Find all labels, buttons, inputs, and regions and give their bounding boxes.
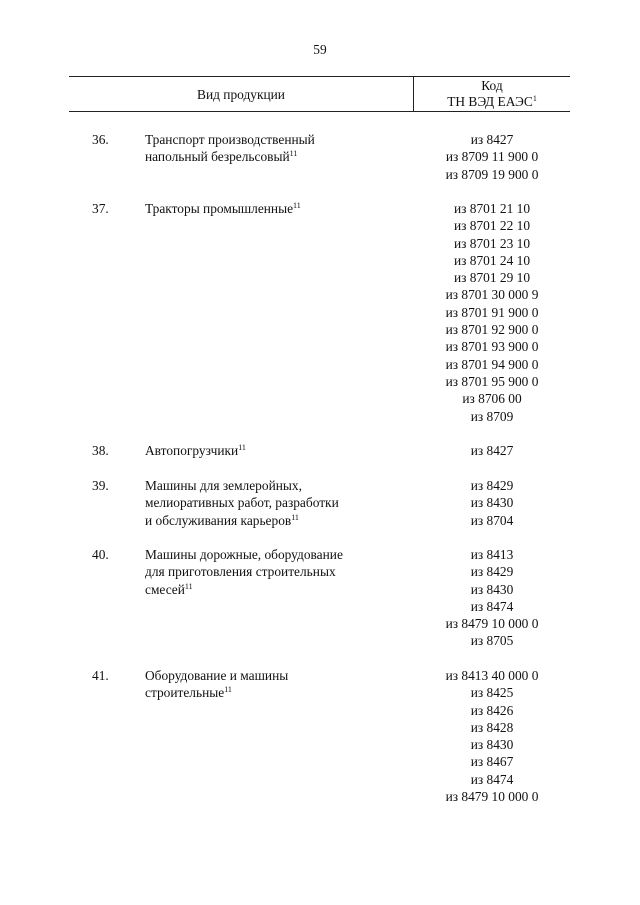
product-name [145, 667, 395, 702]
product-name-line [145, 667, 395, 684]
column-header-code-text: ТН ВЭД ЕАЭС [447, 94, 533, 109]
product-name-line [145, 563, 395, 580]
tn-ved-code: из 8413 [470, 547, 514, 562]
code-list [414, 131, 570, 183]
column-header-product: Вид продукции [197, 87, 285, 102]
tn-ved-code: из 8701 24 10 [453, 252, 531, 268]
footnote-marker: 1 [532, 94, 537, 103]
product-name-text: мелиоративных работ, разработки [145, 495, 339, 511]
footnote-marker: 11 [238, 443, 246, 452]
code-list [414, 442, 570, 459]
product-name-line [145, 684, 395, 701]
tn-ved-code: из 8701 29 10 [453, 270, 531, 286]
tn-ved-code: из 8701 30 000 9 [445, 287, 539, 303]
tn-ved-code: из 8479 10 000 0 [445, 616, 539, 632]
product-name-text: Автопогрузчики [145, 443, 239, 458]
column-header-code-line2 [414, 94, 570, 110]
tn-ved-code: из 8701 94 900 0 [445, 356, 539, 372]
tn-ved-code: из 8709 19 900 0 [445, 166, 539, 182]
product-name-text: и обслуживания карьеров [145, 512, 292, 528]
tn-ved-code: из 8429 [470, 478, 514, 493]
tn-ved-code: из 8474 [470, 598, 514, 614]
tn-ved-code: из 8701 91 900 0 [445, 304, 539, 320]
column-header-code-line1: Код [481, 78, 503, 93]
row-number: 41. [92, 668, 109, 683]
product-name [145, 442, 395, 459]
product-name-line [145, 477, 395, 494]
row-number: 38. [92, 443, 109, 458]
product-name-line [145, 494, 395, 511]
tn-ved-code: из 8701 92 900 0 [445, 322, 539, 338]
tn-ved-code: из 8430 [470, 581, 514, 597]
product-name-line [145, 546, 395, 563]
product-name-text: смесей [145, 581, 185, 597]
tn-ved-code: из 8426 [470, 702, 514, 718]
column-header-code [414, 78, 570, 110]
product-name [145, 131, 395, 166]
footnote-marker: 11 [184, 581, 193, 591]
tn-ved-code: из 8701 22 10 [453, 218, 531, 234]
tn-ved-code: из 8706 00 [462, 391, 522, 407]
product-name-line [145, 148, 395, 165]
product-name-line [145, 442, 395, 459]
tn-ved-code: из 8701 21 10 [453, 201, 531, 216]
tn-ved-code: из 8701 95 900 0 [445, 373, 539, 389]
tn-ved-code: из 8428 [470, 719, 514, 735]
product-name-line [145, 581, 395, 598]
product-name-text: строительные [145, 685, 225, 701]
table-header-bottom-rule [69, 111, 570, 112]
tn-ved-code: из 8429 [470, 564, 514, 580]
tn-ved-code: из 8705 [470, 633, 514, 649]
table-top-rule [69, 76, 570, 77]
footnote-marker: 11 [224, 685, 232, 695]
page-number: 59 [313, 42, 327, 57]
row-number: 36. [92, 132, 109, 147]
tn-ved-code: из 8425 [470, 685, 514, 701]
tn-ved-code: из 8427 [470, 443, 514, 458]
code-list [414, 200, 570, 425]
tn-ved-code: из 8430 [470, 737, 514, 753]
footnote-marker: 11 [293, 201, 301, 210]
tn-ved-code: из 8427 [470, 132, 514, 147]
product-name [145, 546, 395, 598]
product-name-line [145, 512, 395, 529]
tn-ved-code: из 8413 40 000 0 [445, 668, 539, 683]
product-name-line [145, 200, 395, 217]
tn-ved-code: из 8467 [470, 754, 514, 770]
row-number: 40. [92, 547, 109, 562]
row-number: 37. [92, 201, 109, 216]
footnote-marker: 11 [291, 512, 299, 522]
product-name-text: для приготовления строительных [145, 564, 336, 580]
product-name-text: Транспорт производственный [145, 132, 315, 147]
code-list [414, 546, 570, 650]
product-name [145, 200, 395, 217]
product-name [145, 477, 395, 529]
code-list [414, 477, 570, 529]
product-name-text: Оборудование и машины [145, 668, 289, 683]
tn-ved-code: из 8704 [470, 512, 514, 528]
tn-ved-code: из 8701 23 10 [453, 235, 531, 251]
tn-ved-code: из 8701 93 900 0 [445, 339, 539, 355]
row-number: 39. [92, 478, 109, 493]
product-name-text: Машины для землеройных, [145, 478, 302, 493]
code-list [414, 667, 570, 805]
product-name-text: Тракторы промышленные [145, 201, 294, 216]
product-name-text: напольный безрельсовый [145, 149, 290, 165]
tn-ved-code: из 8709 11 900 0 [445, 149, 539, 165]
product-name-text: Машины дорожные, оборудование [145, 547, 343, 562]
footnote-marker: 11 [289, 149, 298, 159]
tn-ved-code: из 8430 [470, 495, 514, 511]
product-name-line [145, 131, 395, 148]
tn-ved-code: из 8479 10 000 0 [445, 789, 539, 805]
tn-ved-code: из 8709 [470, 408, 514, 424]
tn-ved-code: из 8474 [470, 771, 514, 787]
